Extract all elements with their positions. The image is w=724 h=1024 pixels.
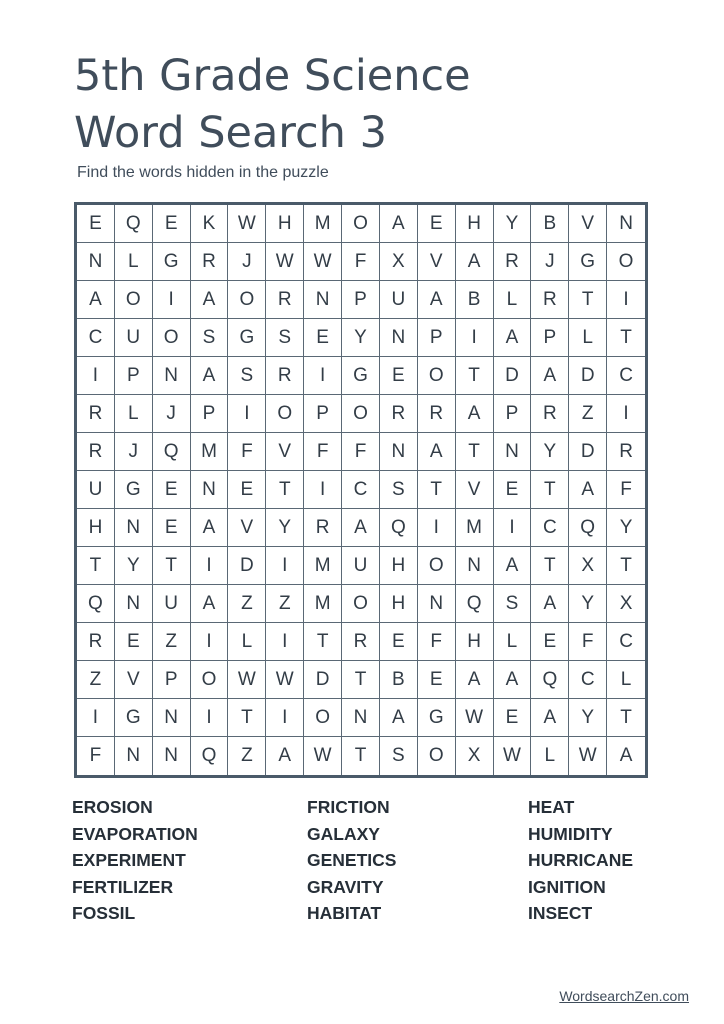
grid-cell[interactable]: U bbox=[115, 319, 153, 357]
grid-cell[interactable]: T bbox=[342, 737, 380, 775]
grid-cell[interactable]: Y bbox=[342, 319, 380, 357]
grid-cell[interactable]: Q bbox=[380, 509, 418, 547]
grid-cell[interactable]: K bbox=[191, 205, 229, 243]
grid-cell[interactable]: Q bbox=[115, 205, 153, 243]
grid-cell[interactable]: G bbox=[418, 699, 456, 737]
grid-cell[interactable]: A bbox=[494, 547, 532, 585]
word-list bbox=[72, 794, 672, 926]
grid-cell[interactable]: M bbox=[191, 433, 229, 471]
grid-cell[interactable]: D bbox=[494, 357, 532, 395]
grid-cell[interactable]: C bbox=[607, 357, 645, 395]
grid-cell[interactable]: T bbox=[228, 699, 266, 737]
grid-cell[interactable]: C bbox=[77, 319, 115, 357]
grid-cell[interactable]: Y bbox=[531, 433, 569, 471]
grid-cell[interactable]: G bbox=[115, 471, 153, 509]
grid-cell[interactable]: I bbox=[191, 699, 229, 737]
grid-cell[interactable]: T bbox=[342, 661, 380, 699]
grid-cell[interactable]: G bbox=[115, 699, 153, 737]
grid-cell[interactable]: R bbox=[191, 243, 229, 281]
grid-cell[interactable]: A bbox=[191, 509, 229, 547]
grid-cell[interactable]: Z bbox=[569, 395, 607, 433]
grid-cell[interactable]: W bbox=[266, 661, 304, 699]
grid-cell[interactable]: W bbox=[228, 205, 266, 243]
word-column-1 bbox=[72, 794, 198, 927]
grid-cell[interactable]: M bbox=[304, 205, 342, 243]
grid-cell[interactable]: P bbox=[531, 319, 569, 357]
grid-cell[interactable]: O bbox=[153, 319, 191, 357]
grid-cell[interactable]: I bbox=[266, 547, 304, 585]
grid-cell[interactable]: T bbox=[531, 547, 569, 585]
grid-cell[interactable]: O bbox=[418, 357, 456, 395]
grid-cell[interactable]: J bbox=[228, 243, 266, 281]
grid-cell[interactable]: W bbox=[494, 737, 532, 775]
subtitle: Find the words hidden in the puzzle bbox=[77, 164, 329, 181]
word-column-2 bbox=[307, 794, 396, 927]
grid-cell[interactable]: S bbox=[380, 737, 418, 775]
grid-cell[interactable]: B bbox=[456, 281, 494, 319]
grid-cell[interactable]: N bbox=[153, 357, 191, 395]
grid-cell[interactable]: A bbox=[531, 699, 569, 737]
grid-cell[interactable]: I bbox=[266, 699, 304, 737]
grid-cell[interactable]: D bbox=[569, 433, 607, 471]
grid-cell[interactable]: V bbox=[266, 433, 304, 471]
grid-cell[interactable]: L bbox=[531, 737, 569, 775]
page-title bbox=[74, 48, 471, 162]
grid-cell[interactable]: R bbox=[531, 395, 569, 433]
grid-cell[interactable]: O bbox=[342, 205, 380, 243]
grid-cell[interactable]: P bbox=[153, 661, 191, 699]
word-item: HUMIDITY bbox=[528, 823, 613, 844]
grid-cell[interactable]: Q bbox=[153, 433, 191, 471]
grid-cell[interactable]: T bbox=[607, 319, 645, 357]
grid-cell[interactable]: W bbox=[456, 699, 494, 737]
grid-cell[interactable]: S bbox=[191, 319, 229, 357]
grid-cell[interactable]: J bbox=[153, 395, 191, 433]
grid-cell[interactable]: E bbox=[418, 661, 456, 699]
grid-cell[interactable]: I bbox=[153, 281, 191, 319]
grid-cell[interactable]: J bbox=[531, 243, 569, 281]
grid-cell[interactable]: R bbox=[607, 433, 645, 471]
grid-cell[interactable]: R bbox=[494, 243, 532, 281]
grid-cell[interactable]: R bbox=[418, 395, 456, 433]
grid-cell[interactable]: I bbox=[456, 319, 494, 357]
grid-cell[interactable]: W bbox=[304, 737, 342, 775]
grid-cell[interactable]: I bbox=[191, 547, 229, 585]
grid-cell[interactable]: E bbox=[153, 509, 191, 547]
grid-cell[interactable]: R bbox=[77, 433, 115, 471]
grid-cell[interactable]: A bbox=[418, 433, 456, 471]
grid-cell[interactable]: G bbox=[342, 357, 380, 395]
grid-cell[interactable]: I bbox=[304, 471, 342, 509]
grid-cell[interactable]: L bbox=[115, 243, 153, 281]
word-item: IGNITION bbox=[528, 876, 606, 897]
grid-cell[interactable]: N bbox=[115, 585, 153, 623]
grid-cell[interactable]: N bbox=[153, 737, 191, 775]
grid-cell[interactable]: E bbox=[380, 623, 418, 661]
grid-cell[interactable]: I bbox=[191, 623, 229, 661]
grid-cell[interactable]: Y bbox=[115, 547, 153, 585]
grid-cell[interactable]: A bbox=[569, 471, 607, 509]
grid-cell[interactable]: H bbox=[380, 547, 418, 585]
grid-cell[interactable]: E bbox=[77, 205, 115, 243]
grid-cell[interactable]: R bbox=[77, 623, 115, 661]
grid-cell[interactable]: O bbox=[342, 395, 380, 433]
grid-cell[interactable]: R bbox=[266, 281, 304, 319]
grid-cell[interactable]: L bbox=[607, 661, 645, 699]
grid-cell[interactable]: T bbox=[456, 357, 494, 395]
grid-cell[interactable]: E bbox=[531, 623, 569, 661]
grid-cell[interactable]: N bbox=[115, 737, 153, 775]
word-item: GENETICS bbox=[307, 850, 397, 871]
grid-cell[interactable]: S bbox=[380, 471, 418, 509]
grid-cell[interactable]: A bbox=[191, 585, 229, 623]
grid-cell[interactable]: I bbox=[607, 395, 645, 433]
grid-cell[interactable]: W bbox=[569, 737, 607, 775]
grid-cell[interactable]: A bbox=[342, 509, 380, 547]
grid-cell[interactable]: Y bbox=[266, 509, 304, 547]
word-item: EROSION bbox=[72, 797, 153, 817]
grid-cell[interactable]: P bbox=[494, 395, 532, 433]
grid-cell[interactable]: A bbox=[418, 281, 456, 319]
grid-cell[interactable]: U bbox=[77, 471, 115, 509]
grid-cell[interactable]: N bbox=[342, 699, 380, 737]
grid-cell[interactable]: X bbox=[380, 243, 418, 281]
grid-cell[interactable]: D bbox=[304, 661, 342, 699]
grid-cell[interactable]: N bbox=[191, 471, 229, 509]
grid-cell[interactable]: T bbox=[531, 471, 569, 509]
grid-cell[interactable]: V bbox=[569, 205, 607, 243]
grid-cell[interactable]: Q bbox=[191, 737, 229, 775]
grid-cell[interactable]: P bbox=[418, 319, 456, 357]
grid-cell[interactable]: A bbox=[266, 737, 304, 775]
grid-cell[interactable]: F bbox=[607, 471, 645, 509]
grid-cell[interactable]: W bbox=[266, 243, 304, 281]
grid-cell[interactable]: Y bbox=[569, 699, 607, 737]
grid-cell[interactable]: T bbox=[266, 471, 304, 509]
grid-cell[interactable]: N bbox=[153, 699, 191, 737]
grid-cell[interactable]: D bbox=[569, 357, 607, 395]
grid-cell[interactable]: L bbox=[494, 281, 532, 319]
grid-cell[interactable]: A bbox=[77, 281, 115, 319]
grid-cell[interactable]: N bbox=[607, 205, 645, 243]
grid-cell[interactable]: A bbox=[494, 319, 532, 357]
grid-cell[interactable]: A bbox=[619, 745, 633, 766]
grid-cell[interactable]: T bbox=[607, 699, 645, 737]
grid-cell[interactable]: M bbox=[456, 509, 494, 547]
word-item: EXPERIMENT bbox=[72, 850, 186, 871]
grid-cell[interactable]: C bbox=[531, 509, 569, 547]
grid-cell[interactable]: N bbox=[77, 243, 115, 281]
grid-cell[interactable]: E bbox=[494, 471, 532, 509]
grid-cell[interactable]: O bbox=[342, 585, 380, 623]
grid-cell[interactable]: N bbox=[418, 585, 456, 623]
grid-cell[interactable]: R bbox=[531, 281, 569, 319]
grid-cell[interactable]: H bbox=[456, 205, 494, 243]
grid-cell[interactable]: D bbox=[228, 547, 266, 585]
grid-cell[interactable]: F bbox=[569, 623, 607, 661]
grid-cell[interactable]: P bbox=[115, 357, 153, 395]
grid-cell[interactable]: X bbox=[607, 585, 645, 623]
grid-cell[interactable]: A bbox=[191, 281, 229, 319]
grid-cell[interactable]: G bbox=[228, 319, 266, 357]
grid-cell[interactable]: Z bbox=[266, 585, 304, 623]
grid-cell[interactable]: U bbox=[380, 281, 418, 319]
grid-cell[interactable]: T bbox=[456, 433, 494, 471]
grid-cell[interactable]: V bbox=[456, 471, 494, 509]
grid-cell[interactable]: O bbox=[266, 395, 304, 433]
grid-cell[interactable]: Y bbox=[569, 585, 607, 623]
grid-cell[interactable]: A bbox=[531, 357, 569, 395]
grid-cell[interactable]: N bbox=[456, 547, 494, 585]
grid-cell[interactable]: J bbox=[115, 433, 153, 471]
grid-cell[interactable]: I bbox=[77, 357, 115, 395]
grid-cell[interactable]: H bbox=[77, 509, 115, 547]
grid-cell[interactable]: R bbox=[266, 357, 304, 395]
grid-cell[interactable]: F bbox=[77, 737, 115, 775]
grid-cell[interactable]: T bbox=[569, 281, 607, 319]
grid-cell[interactable]: I bbox=[77, 699, 115, 737]
grid-cell[interactable]: U bbox=[153, 585, 191, 623]
grid-cell[interactable]: E bbox=[228, 471, 266, 509]
grid-cell[interactable]: F bbox=[342, 243, 380, 281]
grid-cell[interactable]: T bbox=[77, 547, 115, 585]
grid-cell[interactable]: R bbox=[77, 395, 115, 433]
grid-cell[interactable]: A bbox=[531, 585, 569, 623]
grid-cell[interactable]: V bbox=[228, 509, 266, 547]
grid-cell[interactable]: N bbox=[115, 509, 153, 547]
grid-cell[interactable]: Z bbox=[228, 585, 266, 623]
grid-cell[interactable]: O bbox=[418, 737, 456, 775]
grid-cell[interactable]: I bbox=[304, 357, 342, 395]
grid-cell[interactable]: S bbox=[494, 585, 532, 623]
grid-cell[interactable]: M bbox=[304, 585, 342, 623]
grid-cell[interactable]: F bbox=[304, 433, 342, 471]
grid-cell[interactable]: Z bbox=[153, 623, 191, 661]
grid-cell[interactable]: T bbox=[304, 623, 342, 661]
grid-cell[interactable]: F bbox=[342, 433, 380, 471]
grid-cell[interactable]: A bbox=[456, 395, 494, 433]
grid-cell[interactable]: P bbox=[304, 395, 342, 433]
grid-cell[interactable]: C bbox=[569, 661, 607, 699]
grid-cell[interactable]: A bbox=[191, 357, 229, 395]
grid-cell[interactable]: P bbox=[342, 281, 380, 319]
grid-cell[interactable]: C bbox=[607, 623, 645, 661]
grid-cell[interactable]: A bbox=[380, 205, 418, 243]
grid-cell[interactable]: Q bbox=[77, 585, 115, 623]
grid-cell[interactable]: N bbox=[304, 281, 342, 319]
grid-cell[interactable]: E bbox=[304, 319, 342, 357]
grid-cell[interactable]: E bbox=[153, 471, 191, 509]
grid-cell[interactable]: N bbox=[380, 319, 418, 357]
grid-cell[interactable]: R bbox=[304, 509, 342, 547]
grid-cell[interactable]: E bbox=[115, 623, 153, 661]
word-item: FERTILIZER bbox=[72, 876, 174, 897]
grid-cell[interactable]: V bbox=[418, 243, 456, 281]
grid-cell[interactable]: Z bbox=[228, 737, 266, 775]
grid-cell[interactable]: O bbox=[191, 661, 229, 699]
word-item: HEAT bbox=[528, 797, 575, 817]
grid-cell[interactable]: O bbox=[607, 243, 645, 281]
letter-grid bbox=[74, 202, 648, 778]
grid-cell[interactable]: U bbox=[342, 547, 380, 585]
word-item: INSECT bbox=[528, 903, 593, 924]
grid-cell[interactable]: Q bbox=[531, 661, 569, 699]
grid-cell[interactable]: H bbox=[456, 623, 494, 661]
grid-cell[interactable]: H bbox=[380, 585, 418, 623]
grid-cell[interactable]: I bbox=[607, 281, 645, 319]
grid-cell[interactable]: E bbox=[494, 699, 532, 737]
grid-cell[interactable]: A bbox=[456, 661, 494, 699]
grid-cell[interactable]: A bbox=[380, 699, 418, 737]
grid-cell[interactable]: C bbox=[342, 471, 380, 509]
grid-cell[interactable]: E bbox=[418, 205, 456, 243]
grid-cell[interactable]: L bbox=[228, 623, 266, 661]
word-item: HABITAT bbox=[307, 903, 382, 924]
site-link[interactable]: WordsearchZen.com bbox=[559, 988, 689, 1004]
grid-cell[interactable]: Y bbox=[494, 205, 532, 243]
word-item: HURRICANE bbox=[528, 850, 633, 871]
word-item: GRAVITY bbox=[307, 876, 384, 897]
word-item: EVAPORATION bbox=[72, 823, 198, 844]
grid-cell[interactable]: I bbox=[418, 509, 456, 547]
grid-cell[interactable]: I bbox=[228, 395, 266, 433]
grid-cell[interactable]: L bbox=[569, 319, 607, 357]
grid-cell[interactable]: Q bbox=[456, 585, 494, 623]
grid-cell[interactable]: S bbox=[266, 319, 304, 357]
grid-cell[interactable]: E bbox=[153, 205, 191, 243]
grid-cell[interactable]: P bbox=[191, 395, 229, 433]
grid-cell[interactable]: L bbox=[494, 623, 532, 661]
grid-cell[interactable]: R bbox=[380, 395, 418, 433]
grid-cell[interactable]: O bbox=[228, 281, 266, 319]
word-column-3 bbox=[528, 794, 633, 927]
word-item: FOSSIL bbox=[72, 903, 136, 924]
grid-cell[interactable]: X bbox=[569, 547, 607, 585]
grid-cell[interactable]: Y bbox=[607, 509, 645, 547]
grid-cell[interactable]: Q bbox=[569, 509, 607, 547]
title-line-2: Word Search 3 bbox=[74, 108, 387, 158]
title-line-1: 5th Grade Science bbox=[74, 51, 471, 101]
grid-cell[interactable]: I bbox=[266, 623, 304, 661]
grid-cell[interactable]: E bbox=[380, 357, 418, 395]
grid-cell[interactable]: A bbox=[456, 243, 494, 281]
grid-cell[interactable]: B bbox=[531, 205, 569, 243]
grid-cell[interactable]: Z bbox=[77, 661, 115, 699]
grid-cell[interactable]: B bbox=[380, 661, 418, 699]
grid-cell[interactable]: O bbox=[418, 547, 456, 585]
grid-cell[interactable]: G bbox=[153, 243, 191, 281]
grid-cell[interactable]: V bbox=[115, 661, 153, 699]
grid-cell[interactable]: T bbox=[607, 547, 645, 585]
grid-cell[interactable]: L bbox=[115, 395, 153, 433]
grid-cell[interactable]: N bbox=[380, 433, 418, 471]
grid-cell[interactable]: T bbox=[153, 547, 191, 585]
grid-cell[interactable]: R bbox=[342, 623, 380, 661]
word-item: FRICTION bbox=[307, 797, 390, 817]
grid-cell[interactable]: F bbox=[418, 623, 456, 661]
word-item: GALAXY bbox=[307, 823, 380, 844]
grid-cell[interactable]: S bbox=[228, 357, 266, 395]
grid-cell[interactable]: A bbox=[494, 661, 532, 699]
grid-cell[interactable]: M bbox=[304, 547, 342, 585]
grid-cell[interactable]: W bbox=[304, 243, 342, 281]
grid-cell[interactable]: O bbox=[115, 281, 153, 319]
grid-cell[interactable]: T bbox=[418, 471, 456, 509]
grid-cell[interactable]: G bbox=[569, 243, 607, 281]
grid-cell[interactable]: O bbox=[304, 699, 342, 737]
grid-cell[interactable]: N bbox=[494, 433, 532, 471]
grid-cell[interactable]: I bbox=[494, 509, 532, 547]
grid-cell[interactable]: W bbox=[228, 661, 266, 699]
grid-cell[interactable]: H bbox=[266, 205, 304, 243]
grid-cell[interactable]: F bbox=[228, 433, 266, 471]
grid-cell[interactable]: X bbox=[456, 737, 494, 775]
